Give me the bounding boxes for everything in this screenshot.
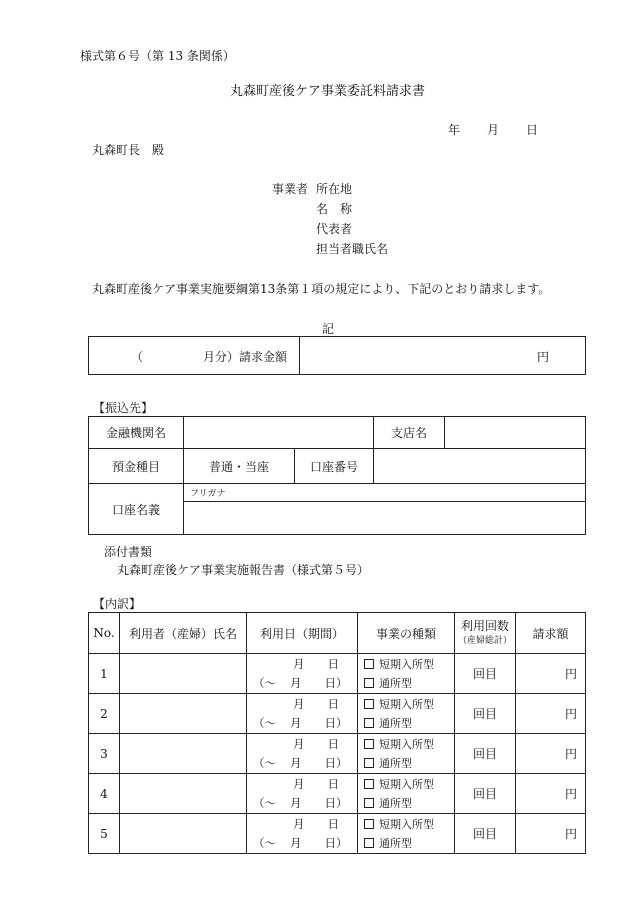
account-type-label: 預金種目 <box>89 449 184 484</box>
provider-representative: 代表者 <box>316 222 353 236</box>
claim-amount-table <box>88 336 586 375</box>
date-day: 日 <box>526 123 539 137</box>
breakdown-row <box>89 774 586 814</box>
row-number: 1 <box>89 654 120 694</box>
option-short-stay-label: 短期入所型 <box>379 657 434 671</box>
checkbox[interactable] <box>364 819 374 829</box>
usage-count-unit: 回目 <box>472 707 497 721</box>
amount-yen-unit: 円 <box>564 667 577 681</box>
usage-date-prefix: （～ <box>253 835 276 850</box>
breakdown-row <box>89 654 586 694</box>
bank-heading: 【振込先】 <box>93 401 154 415</box>
amount-field[interactable] <box>516 774 586 814</box>
option-short-stay[interactable] <box>364 695 454 714</box>
account-holder-field[interactable] <box>184 502 586 535</box>
checkbox[interactable] <box>364 798 374 808</box>
checkbox[interactable] <box>364 699 374 709</box>
user-name-field[interactable] <box>120 774 247 814</box>
body-text: 丸森町産後ケア事業実施要綱第13条第１項の規定により、下記のとおり請求します。 <box>92 282 551 296</box>
provider-address: 所在地 <box>316 182 353 196</box>
claim-open-paren: （ <box>131 350 144 364</box>
row-number: 3 <box>89 734 120 774</box>
header-user: 利用者（産婦）氏名 <box>120 613 247 654</box>
usage-count-field[interactable] <box>455 694 516 734</box>
usage-date-start: 月 日 <box>293 776 339 791</box>
usage-count-field[interactable] <box>455 734 516 774</box>
service-type-field <box>358 814 455 854</box>
usage-date-start: 月 日 <box>293 736 339 751</box>
option-short-stay-label: 短期入所型 <box>379 777 434 791</box>
option-day-visit[interactable] <box>364 834 454 853</box>
date-year: 年 <box>448 123 461 137</box>
row-number: 5 <box>89 814 120 854</box>
option-day-visit-label: 通所型 <box>379 796 412 810</box>
checkbox[interactable] <box>364 659 374 669</box>
claim-month-label: 月分）請求金額 <box>203 350 288 364</box>
header-count-sub: （産婦総計） <box>457 636 512 647</box>
provider-label: 事業者 <box>272 182 309 196</box>
header-count-label: 利用回数 <box>460 619 509 634</box>
breakdown-row <box>89 734 586 774</box>
claim-amount-field[interactable] <box>300 337 586 375</box>
furigana-field[interactable] <box>184 484 586 502</box>
user-name-field[interactable] <box>120 814 247 854</box>
option-short-stay-label: 短期入所型 <box>379 817 434 831</box>
bank-table <box>88 416 586 535</box>
usage-date-prefix: （～ <box>253 715 276 730</box>
header-no: No. <box>89 613 120 654</box>
user-name-field[interactable] <box>120 654 247 694</box>
option-short-stay[interactable] <box>364 655 454 674</box>
header-date: 利用日（期間） <box>247 613 358 654</box>
option-day-visit[interactable] <box>364 674 454 693</box>
usage-date-field[interactable] <box>247 654 358 694</box>
usage-count-unit: 回目 <box>472 787 497 801</box>
usage-count-field[interactable] <box>455 774 516 814</box>
form-number: 様式第６号（第 13 条関係） <box>80 49 235 63</box>
usage-date-start: 月 日 <box>293 656 339 671</box>
header-type: 事業の種類 <box>358 613 455 654</box>
usage-date-field[interactable] <box>247 814 358 854</box>
user-name-field[interactable] <box>120 694 247 734</box>
option-day-visit-label: 通所型 <box>379 716 412 730</box>
option-day-visit[interactable] <box>364 794 454 813</box>
checkbox[interactable] <box>364 739 374 749</box>
service-type-field <box>358 774 455 814</box>
usage-date-start: 月 日 <box>293 816 339 831</box>
breakdown-row <box>89 694 586 734</box>
user-name-field[interactable] <box>120 734 247 774</box>
service-type-field <box>358 654 455 694</box>
option-short-stay-label: 短期入所型 <box>379 737 434 751</box>
provider-name: 名 称 <box>316 202 353 216</box>
breakdown-row <box>89 814 586 854</box>
header-count <box>455 613 516 654</box>
usage-date-end: 月 日） <box>290 755 348 770</box>
row-number: 4 <box>89 774 120 814</box>
service-type-field <box>358 694 455 734</box>
option-short-stay[interactable] <box>364 815 454 834</box>
option-day-visit-label: 通所型 <box>379 676 412 690</box>
checkbox[interactable] <box>364 838 374 848</box>
service-type-field <box>358 734 455 774</box>
breakdown-heading: 【内訳】 <box>93 597 142 611</box>
checkbox[interactable] <box>364 678 374 688</box>
page-title: 丸森町産後ケア事業委託料請求書 <box>230 84 426 99</box>
account-number-label: 口座番号 <box>295 449 374 484</box>
branch-label: 支店名 <box>374 417 445 449</box>
usage-date-prefix: （～ <box>253 795 276 810</box>
usage-count-field[interactable] <box>455 814 516 854</box>
usage-date-end: 月 日） <box>290 795 348 810</box>
usage-count-field[interactable] <box>455 654 516 694</box>
amount-yen-unit: 円 <box>564 787 577 801</box>
usage-date-prefix: （～ <box>253 755 276 770</box>
institution-label: 金融機関名 <box>89 417 184 449</box>
institution-field[interactable] <box>184 417 374 449</box>
attachment-item: 丸森町産後ケア事業実施報告書（様式第５号） <box>117 563 370 577</box>
usage-count-unit: 回目 <box>472 747 497 761</box>
usage-date-end: 月 日） <box>290 675 348 690</box>
furigana-label: フリガナ <box>190 489 226 499</box>
usage-date-field[interactable] <box>247 694 358 734</box>
checkbox[interactable] <box>364 718 374 728</box>
header-amount: 請求額 <box>516 613 586 654</box>
usage-date-prefix: （～ <box>253 675 276 690</box>
option-day-visit[interactable] <box>364 714 454 733</box>
amount-field[interactable] <box>516 814 586 854</box>
claim-amount-label-cell <box>89 337 300 375</box>
usage-date-end: 月 日） <box>290 835 348 850</box>
provider-contact: 担当者職氏名 <box>316 242 389 256</box>
usage-date-field[interactable] <box>247 734 358 774</box>
account-number-field[interactable] <box>374 449 586 484</box>
row-number: 2 <box>89 694 120 734</box>
option-day-visit-label: 通所型 <box>379 836 412 850</box>
option-short-stay-label: 短期入所型 <box>379 697 434 711</box>
usage-date-end: 月 日） <box>290 715 348 730</box>
option-short-stay[interactable] <box>364 775 454 794</box>
addressee: 丸森町長 殿 <box>92 143 165 157</box>
amount-yen-unit: 円 <box>564 827 577 841</box>
checkbox[interactable] <box>364 779 374 789</box>
branch-field[interactable] <box>445 417 586 449</box>
breakdown-table <box>88 612 586 854</box>
usage-count-unit: 回目 <box>472 667 497 681</box>
option-day-visit-label: 通所型 <box>379 756 412 770</box>
amount-yen-unit: 円 <box>564 707 577 721</box>
attachments-heading: 添付書類 <box>104 545 153 559</box>
usage-date-field[interactable] <box>247 774 358 814</box>
checkbox[interactable] <box>364 758 374 768</box>
account-type-value[interactable]: 普通・当座 <box>184 449 295 484</box>
option-day-visit[interactable] <box>364 754 454 773</box>
date-month: 月 <box>487 123 500 137</box>
claim-yen-unit: 円 <box>536 350 549 364</box>
amount-field[interactable] <box>516 654 586 694</box>
ki-label: 記 <box>322 322 335 336</box>
usage-date-start: 月 日 <box>293 696 339 711</box>
usage-count-unit: 回目 <box>472 827 497 841</box>
account-holder-label: 口座名義 <box>89 484 184 535</box>
amount-field[interactable] <box>516 694 586 734</box>
option-short-stay[interactable] <box>364 735 454 754</box>
amount-yen-unit: 円 <box>564 747 577 761</box>
amount-field[interactable] <box>516 734 586 774</box>
